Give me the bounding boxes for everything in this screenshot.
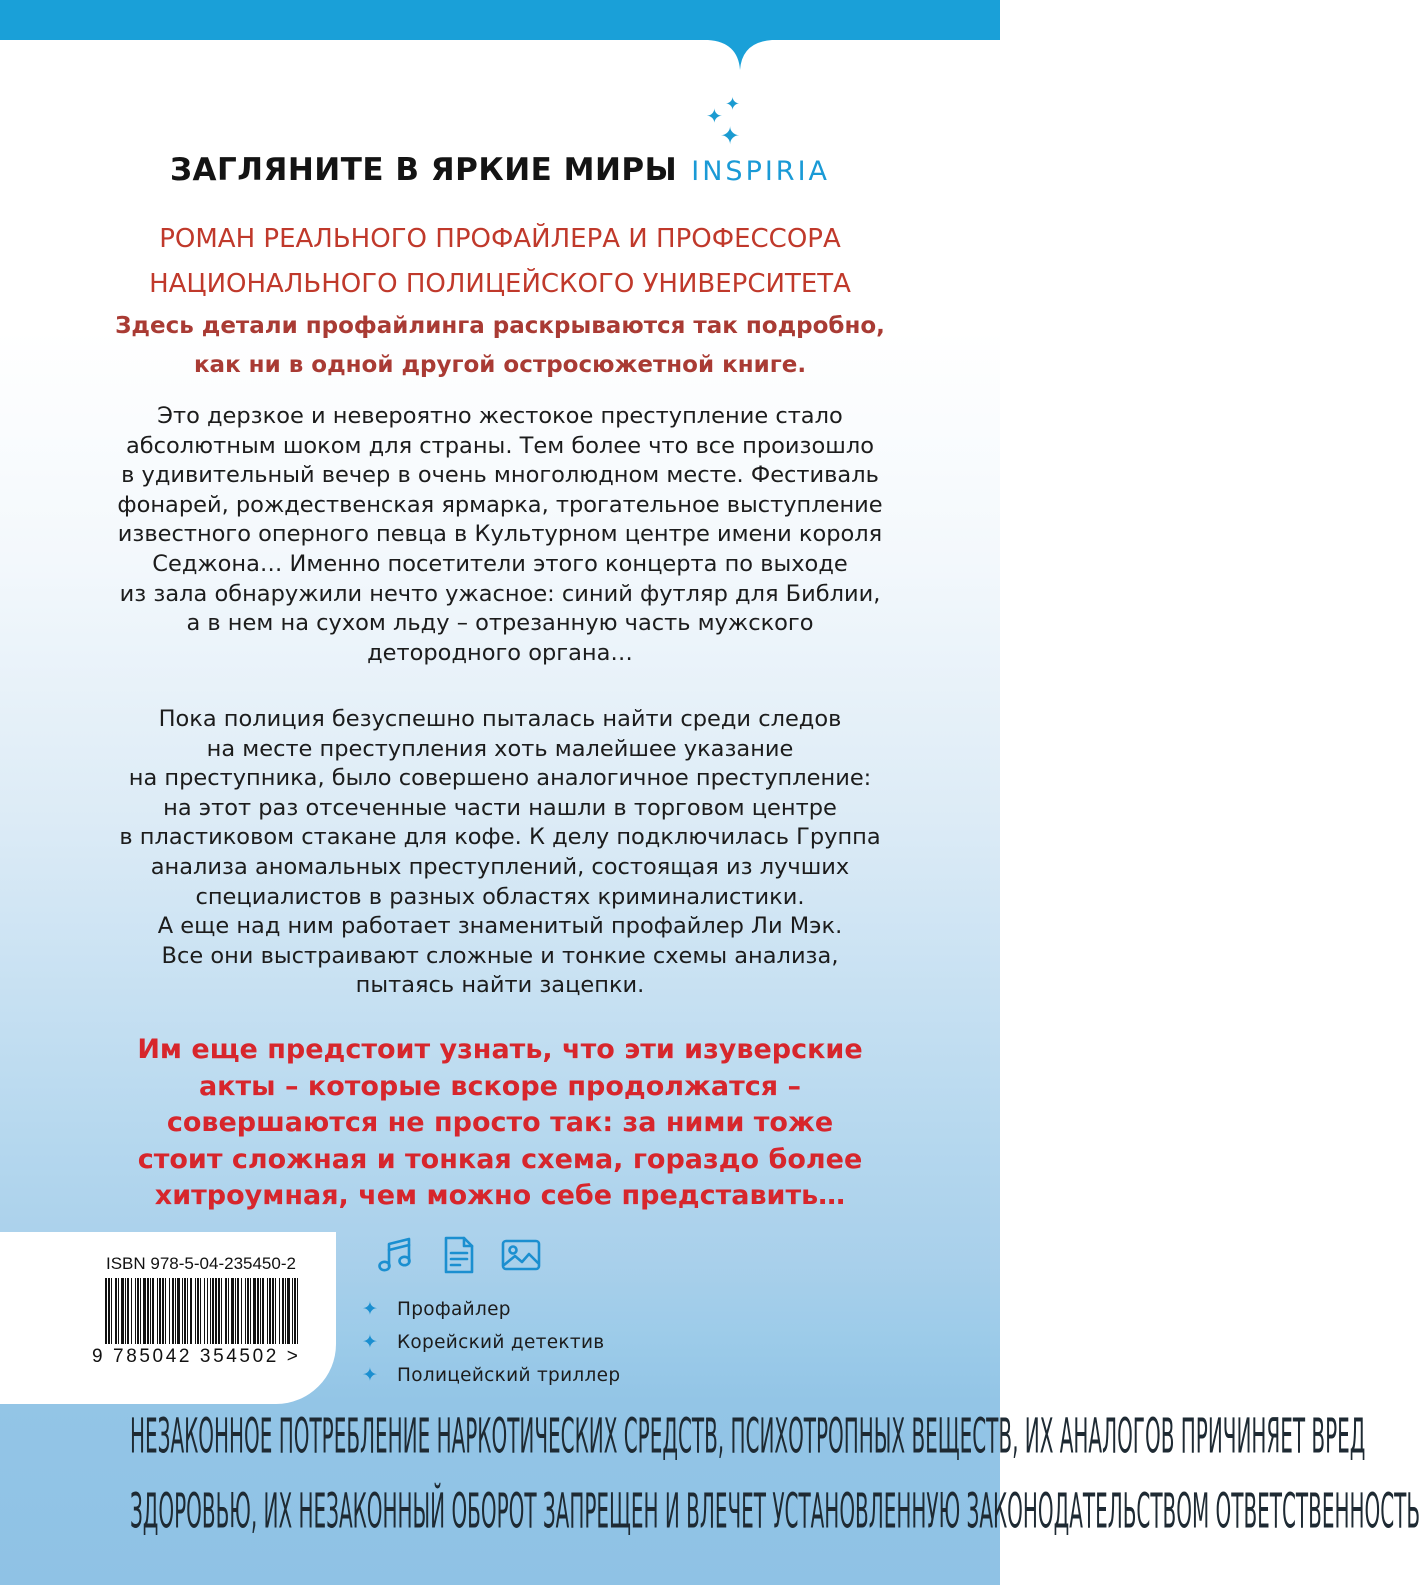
sparkle-icon: ✦ <box>706 104 723 128</box>
barcode-bar <box>162 1278 164 1344</box>
barcode-bar <box>143 1278 146 1344</box>
paragraph-line: на месте преступления хоть малейшее указание <box>206 735 794 762</box>
sparkle-star-icon: ✦ <box>362 1298 378 1320</box>
barcode-bar <box>247 1278 249 1344</box>
barcode-bar <box>272 1278 274 1344</box>
barcode-bar <box>140 1278 141 1344</box>
barcode-bar <box>241 1278 242 1344</box>
book-subtitle <box>0 217 1000 307</box>
isbn-label: ISBN 978-5-04-235450-2 <box>106 1254 296 1273</box>
genre-tag <box>362 1326 682 1359</box>
paragraph-line: абсолютным шоком для страны. Тем более что все произошло <box>126 432 874 459</box>
paragraph-line: а в нем на сухом льду – отрезанную часть мужского <box>186 610 814 637</box>
barcode-bar <box>269 1278 271 1344</box>
paragraph-line: фонарей, рождественская ярмарка, трогательное выступление <box>117 491 883 518</box>
legal-warning <box>0 1409 1420 1580</box>
barcode-bar <box>221 1278 222 1344</box>
barcode-bar <box>285 1278 286 1344</box>
synopsis-paragraph-2 <box>0 705 1000 1001</box>
barcode-bar <box>108 1278 110 1344</box>
paragraph-line: в пластиковом стакане для кофе. К делу подключилась Группа <box>119 824 881 851</box>
sparkle-icon: ✦ <box>720 122 741 150</box>
barcode-bar <box>175 1278 176 1344</box>
genre-tag-list <box>362 1293 682 1392</box>
barcode-bar <box>237 1278 239 1344</box>
teaser-line: Им еще предстоит узнать, что эти изуверские <box>137 1034 863 1065</box>
barcode-bar <box>111 1278 112 1344</box>
paragraph-line: на этот раз отсеченные части нашли в торговом центре <box>163 794 837 821</box>
synopsis-paragraph-1 <box>0 402 1000 668</box>
barcode-bar <box>235 1278 236 1344</box>
barcode-bar <box>190 1278 192 1344</box>
barcode-bar <box>131 1278 132 1344</box>
series-brand: INSPIRIA <box>691 156 831 187</box>
teaser-line: стоит сложная и тонкая схема, гораздо более <box>137 1143 863 1175</box>
barcode-bar <box>172 1278 174 1344</box>
barcode-bar <box>165 1278 166 1344</box>
barcode-bar <box>135 1278 136 1344</box>
top-band-shape <box>0 0 1000 70</box>
teaser-line: хитроумная, чем можно себе представить… <box>154 1180 846 1211</box>
barcode-bar <box>125 1278 126 1344</box>
genre-tag-label: Корейский детектив <box>397 1332 605 1353</box>
paragraph-line: детородного органа… <box>367 639 633 666</box>
barcode-bar <box>287 1278 290 1344</box>
barcode-bar <box>127 1278 129 1344</box>
barcode-bar <box>215 1278 217 1344</box>
barcode-bar <box>184 1278 186 1344</box>
warning-line: ЗДОРОВЬЮ, ИХ НЕЗАКОННЫЙ ОБОРОТ ЗАПРЕЩЕН И ВЛЕЧЕТ УСТАНОВЛЕННУЮ ЗАКОНОДАТЕЛЬСТВОМ ОТВЕТСТВЕННОСТЬ <box>130 1484 1420 1541</box>
barcode-bar <box>262 1278 264 1344</box>
barcode-bar <box>253 1278 256 1344</box>
barcode-bar <box>212 1278 214 1344</box>
intro-line: как ни в одной другой остросюжетной книге. <box>193 352 807 378</box>
sparkle-star-icon: ✦ <box>362 1331 378 1353</box>
warning-line: НЕЗАКОННОЕ ПОТРЕБЛЕНИЕ НАРКОТИЧЕСКИХ СРЕДСТВ, ПСИХОТРОПНЫХ ВЕЩЕСТВ, ИХ АНАЛОГОВ ПРИЧИНЯЕТ ВРЕД <box>130 1409 1366 1466</box>
series-lead-text: ЗАГЛЯНИТЕ В ЯРКИЕ МИРЫ <box>169 152 678 188</box>
paragraph-line: из зала обнаружили нечто ужасное: синий футляр для Библии, <box>119 580 881 607</box>
barcode-bar <box>137 1278 139 1344</box>
barcode-bar <box>195 1278 196 1344</box>
barcode-bar <box>275 1278 276 1344</box>
barcode-bar <box>245 1278 246 1344</box>
genre-tag-label: Полицейский триллер <box>397 1365 621 1386</box>
barcode-bar <box>231 1278 234 1344</box>
barcode-bar <box>210 1278 211 1344</box>
barcode-bar <box>152 1278 154 1344</box>
top-color-band <box>0 0 1000 110</box>
genre-tag <box>362 1293 682 1326</box>
barcode-bar <box>218 1278 220 1344</box>
barcode-bar <box>187 1278 188 1344</box>
genre-tag <box>362 1359 682 1392</box>
barcode-image <box>105 1278 300 1344</box>
barcode-bar <box>200 1278 201 1344</box>
barcode-bar <box>197 1278 199 1344</box>
barcode-bar <box>159 1278 161 1344</box>
intro-text <box>0 307 1000 385</box>
paragraph-line: специалистов в разных областях криминалистики. <box>195 883 805 910</box>
paragraph-line: известного оперного певца в Культурном центре имени короля <box>117 521 883 548</box>
paragraph-line: в удивительный вечер в очень многолюдном месте. Фестиваль <box>121 462 879 489</box>
sparkle-star-icon: ✦ <box>362 1364 378 1386</box>
paragraph-line: пытаясь найти зацепки. <box>355 972 645 999</box>
genre-tag-label: Профайлер <box>397 1299 511 1320</box>
barcode-bar <box>150 1278 151 1344</box>
teaser-line: акты – которые вскоре продолжатся – <box>198 1070 802 1102</box>
teaser-text <box>0 1032 1000 1215</box>
paragraph-line: Пока полиция безуспешно пыталась найти среди следов <box>158 706 842 732</box>
barcode-bar <box>257 1278 259 1344</box>
subtitle-line: НАЦИОНАЛЬНОГО ПОЛИЦЕЙСКОГО УНИВЕРСИТЕТА <box>149 269 851 299</box>
barcode-bar <box>204 1278 205 1344</box>
barcode-bar <box>297 1278 298 1344</box>
paragraph-line: Это дерзкое и невероятно жестокое преступление стало <box>157 403 843 429</box>
sparkle-icon: ✦ <box>725 94 741 115</box>
paragraph-line: Седжона… Именно посетители этого концерта по выходе <box>152 550 848 577</box>
barcode-bar <box>182 1278 183 1344</box>
barcode-bar <box>121 1278 124 1344</box>
barcode-bar <box>228 1278 229 1344</box>
paragraph-line: Все они выстраивают сложные и тонкие схемы анализа, <box>161 942 839 969</box>
subtitle-line: РОМАН РЕАЛЬНОГО ПРОФАЙЛЕРА И ПРОФЕССОРА <box>159 224 841 254</box>
barcode-bar <box>147 1278 149 1344</box>
barcode-bar <box>250 1278 251 1344</box>
barcode-bar <box>169 1278 170 1344</box>
image-icon <box>500 1236 542 1274</box>
barcode-bar <box>282 1278 284 1344</box>
barcode-digits: 9 785042 354502 > <box>92 1346 301 1367</box>
intro-line: Здесь детали профайлинга раскрываются так подробно, <box>115 313 885 339</box>
barcode-bar <box>267 1278 268 1344</box>
barcode-bar <box>207 1278 208 1344</box>
barcode-bar <box>260 1278 261 1344</box>
barcode-bar <box>294 1278 296 1344</box>
music-note-icon <box>375 1236 417 1274</box>
paragraph-line: А еще над ним работает знаменитый профайлер Ли Мэк. <box>157 913 843 940</box>
barcode-bar <box>115 1278 117 1344</box>
barcode-bar <box>105 1278 107 1344</box>
barcode-bar <box>279 1278 280 1344</box>
barcode-bar <box>177 1278 180 1344</box>
paragraph-line: на преступника, было совершено аналогичное преступление: <box>128 765 872 792</box>
series-headline <box>0 152 1000 188</box>
barcode-bar <box>118 1278 119 1344</box>
paragraph-line: анализа аномальных преступлений, состоящая из лучших <box>150 853 850 880</box>
barcode-bar <box>292 1278 293 1344</box>
ebook-document-icon <box>438 1236 480 1274</box>
barcode-bar <box>225 1278 227 1344</box>
barcode-bar <box>157 1278 158 1344</box>
teaser-line: совершаются не просто так: за ними тоже <box>166 1107 834 1138</box>
